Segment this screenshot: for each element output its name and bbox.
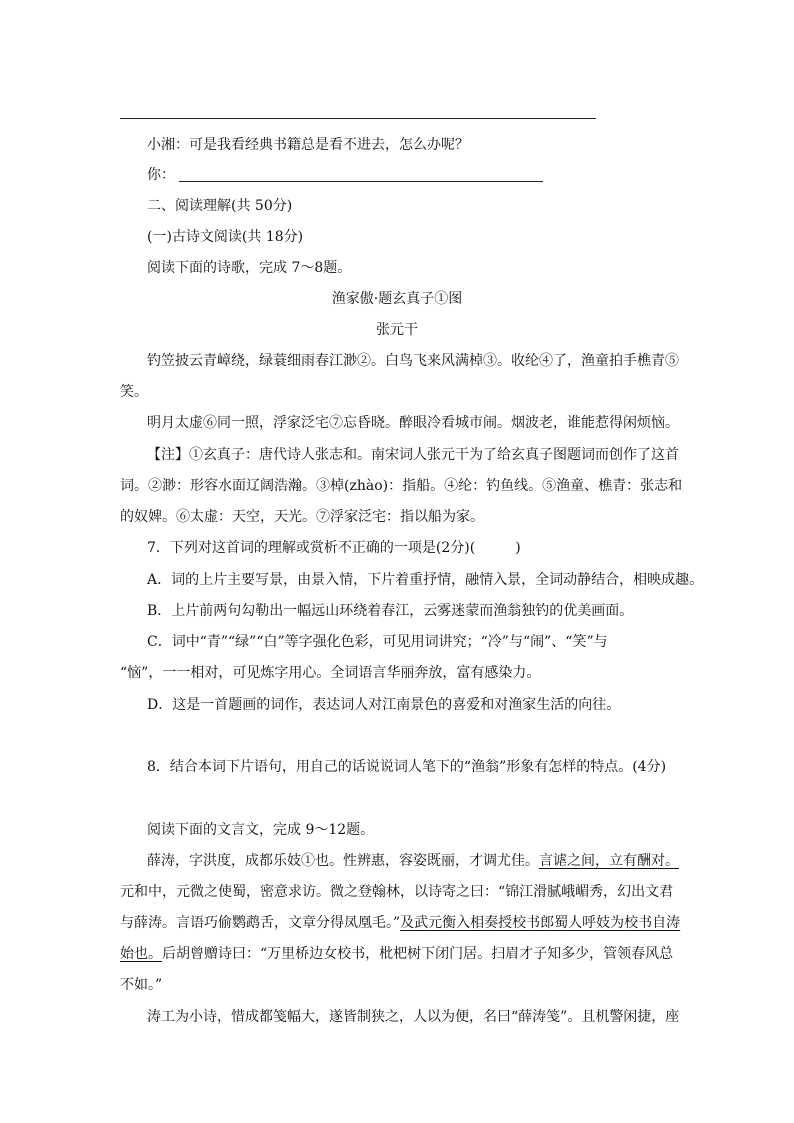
prose-instructions: 阅读下面的文言文，完成 9～12题。 bbox=[147, 822, 375, 838]
q7-option-c-1: C．词中“青”“绿”“白”等字强化色彩，可见用词讲究；“冷”与“闹”、“笑”与 bbox=[147, 634, 608, 650]
poem-title: 渔家傲·题玄真子①图 bbox=[331, 291, 463, 307]
answer-blank-line-top bbox=[120, 118, 596, 119]
q7-option-b: B．上片前两句勾勒出一幅远山环绕着春江，云雾迷蒙而渔翁独钓的优美画面。 bbox=[147, 603, 634, 619]
underlined-sentence: 及武元衡入相奏授 bbox=[400, 915, 513, 931]
question-7-close: ) bbox=[515, 540, 521, 556]
underlined-sentence: 言谑之间，立有酬对。 bbox=[539, 853, 679, 869]
dialog-you-line bbox=[147, 165, 707, 185]
q7-option-c-2: “恼”，一一相对，可见炼字用心。全词语言华丽奔放，富有感染力。 bbox=[120, 665, 541, 681]
question-7-stem bbox=[147, 538, 707, 558]
answer-blank-line[interactable] bbox=[179, 167, 543, 182]
notes-line-3: 的奴婢。⑥太虚：天空，天光。⑦浮家泛宅：指以船为家。 bbox=[120, 509, 484, 525]
prose-line-3 bbox=[120, 913, 680, 933]
prose-line-5: 不如。” bbox=[120, 977, 163, 993]
prose-text: 后胡曾赠诗曰：“万里桥边女校书，枇杷树下闭门居。扫眉才子知多少，管领春风总 bbox=[162, 946, 674, 962]
underlined-sentence-cont: 校书郎蜀人呼妓为校书自涛 bbox=[512, 915, 681, 931]
prose-line-4 bbox=[120, 944, 680, 964]
section-title: 二、阅读理解(共 50分) bbox=[147, 198, 293, 214]
q7-option-d: D．这是一首题画的词作，表达词人对江南景色的喜爱和对渔家生活的向往。 bbox=[147, 697, 621, 713]
subsection-title: (一)古诗文阅读(共 18分) bbox=[147, 229, 304, 245]
notes-line-1: 【注】①玄真子：唐代诗人张志和。南宋词人张元干为了给玄真子图题词而创作了这首 bbox=[147, 447, 679, 463]
question-8-stem: 8．结合本词下片语句，用自己的话说说词人笔下的“渔翁”形象有怎样的特点。(4分) bbox=[147, 759, 667, 775]
q7-option-a: A．词的上片主要写景，由景入情，下片着重抒情，融情入景，全词动静结合，相映成趣。 bbox=[147, 572, 704, 588]
poem-instructions: 阅读下面的诗歌，完成 7～8题。 bbox=[147, 260, 352, 276]
prose-text: 与薛涛。言语巧偷鹦鹉舌，文章分得凤凰毛。” bbox=[120, 915, 401, 931]
underlined-sentence-end: 始也。 bbox=[120, 946, 162, 962]
prose-line-1 bbox=[147, 851, 707, 871]
prose-line-6: 涛工为小诗，惜成都笺幅大，遂皆制狭之，人以为便，名曰“薛涛笺”。且机警闲捷，座 bbox=[147, 1009, 680, 1025]
poem-line-2: 明月太虚⑥同一照，浮家泛宅⑦忘昏晓。醉眼冷看城市闹。烟波老，谁能惹得闲烦恼。 bbox=[147, 415, 679, 431]
notes-line-2: 词。②渺：形容水面辽阔浩瀚。③棹(zhào)：指船。④纶：钓鱼线。⑤渔童、樵青：张志和 bbox=[120, 478, 683, 494]
prose-line-2: 元和中，元微之使蜀，密意求访。微之登翰林，以诗寄之曰：“锦江滑腻峨嵋秀，幻出文君 bbox=[120, 884, 674, 900]
dialog-xiaoxiang: 小湘：可是我看经典书籍总是看不进去，怎么办呢？ bbox=[147, 137, 469, 153]
question-7-text: 7．下列对这首词的理解或赏析不正确的一项是(2分)( bbox=[147, 540, 476, 556]
dialog-you-label: 你： bbox=[147, 167, 175, 183]
poem-line-1-cont: 笑。 bbox=[120, 384, 148, 400]
prose-text: 薛涛，字洪度，成都乐妓①也。性辨惠，容姿既丽，才调尤佳。 bbox=[147, 853, 539, 869]
poem-author: 张元干 bbox=[376, 322, 418, 338]
poem-line-1: 钓笠披云青嶂绕，绿蓑细雨春江渺②。白鸟飞来风满棹③。收纶④了，渔童拍手樵青⑤ bbox=[147, 353, 679, 369]
